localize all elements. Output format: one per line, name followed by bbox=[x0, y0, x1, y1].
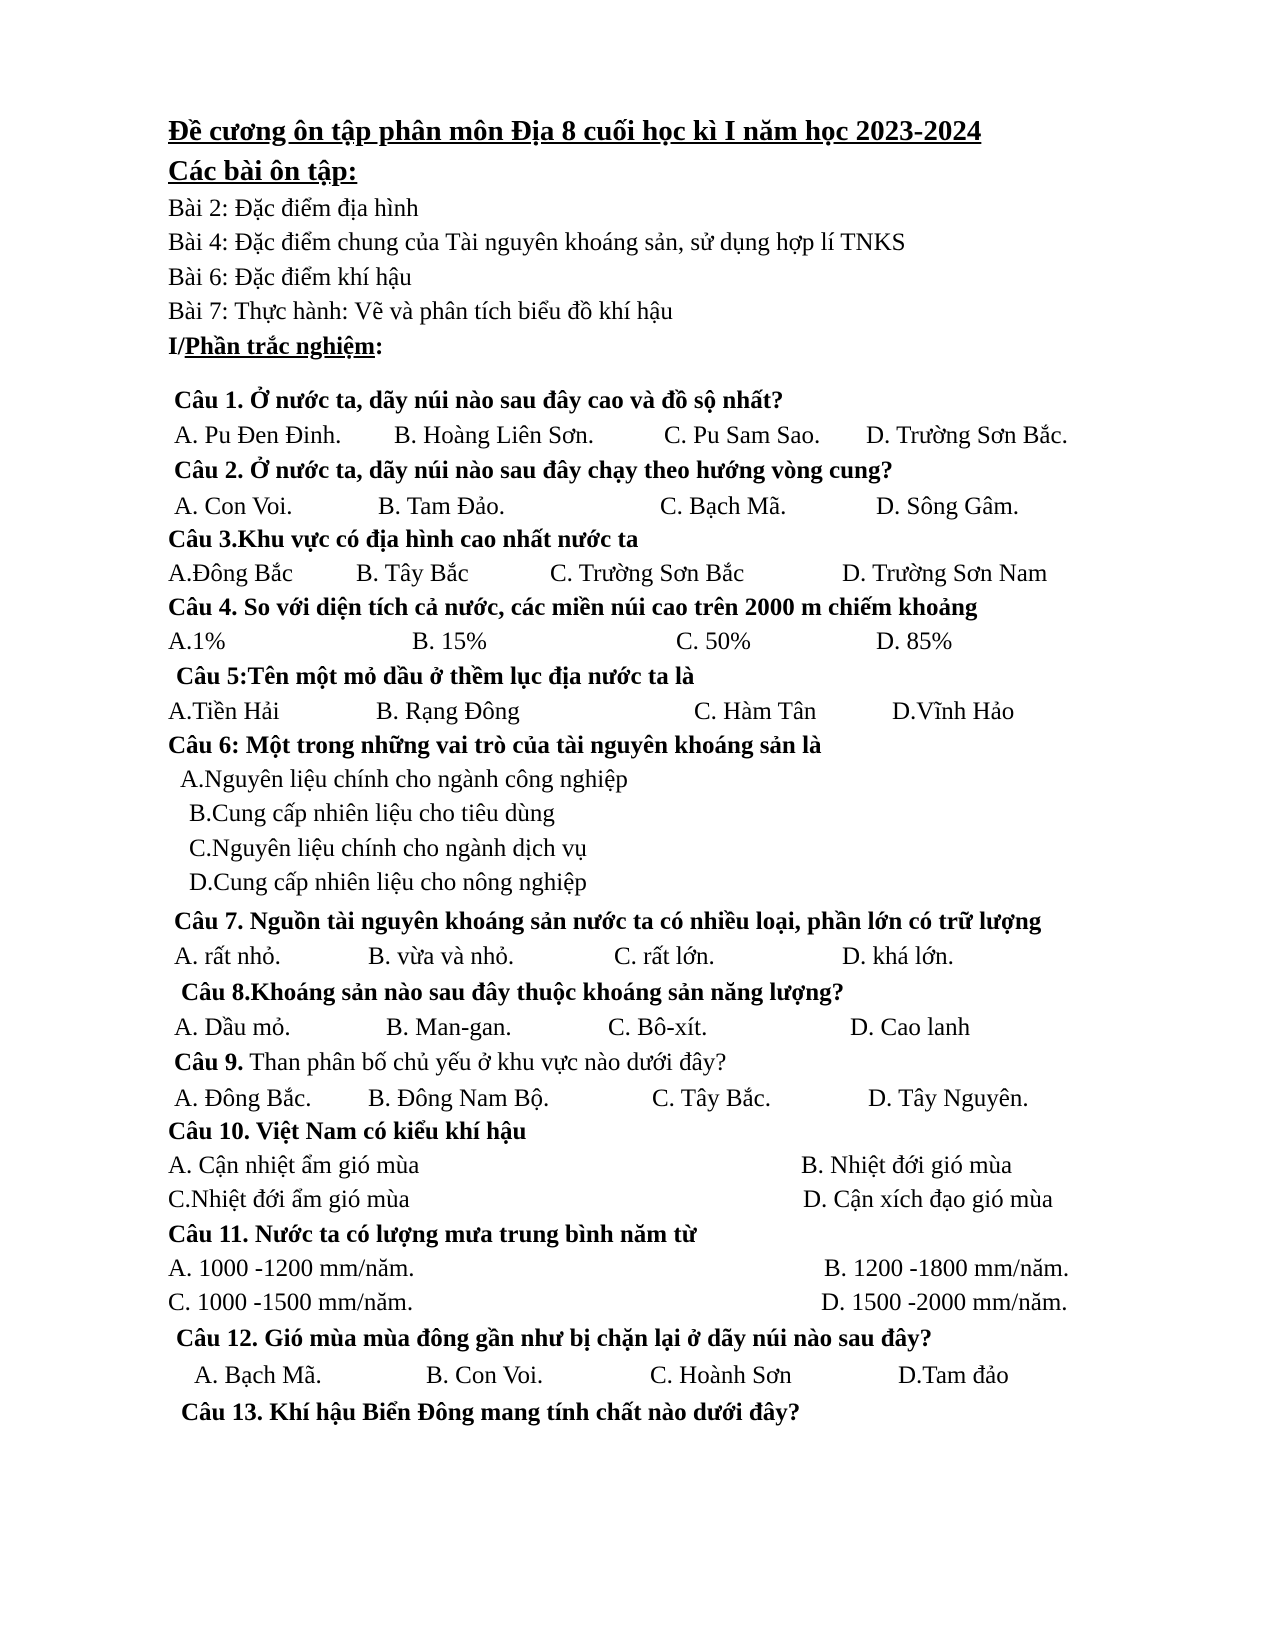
lesson-item: Bài 4: Đặc điểm chung của Tài nguyên khoáng sản, sử dụng hợp lí TNKS bbox=[168, 229, 906, 256]
lesson-item: Bài 7: Thực hành: Vẽ và phân tích biểu đồ khí hậu bbox=[168, 298, 673, 325]
question-5: Câu 5:Tên một mỏ dầu ở thềm lục địa nước ta là bbox=[176, 663, 695, 690]
q8-option-b: B. Man-gan. bbox=[386, 1014, 512, 1041]
q11-option-d: D. 1500 -2000 mm/năm. bbox=[821, 1289, 1068, 1316]
q9-option-b: B. Đông Nam Bộ. bbox=[368, 1085, 550, 1112]
q1-option-b: B. Hoàng Liên Sơn. bbox=[394, 422, 595, 449]
q10-option-b: B. Nhiệt đới gió mùa bbox=[801, 1152, 1013, 1179]
section-label: Phần trắc nghiệm bbox=[184, 333, 375, 360]
question-1: Câu 1. Ở nước ta, dãy núi nào sau đây cao và đồ sộ nhất? bbox=[174, 387, 784, 414]
q4-option-b: B. 15% bbox=[412, 628, 487, 655]
q1-option-a: A. Pu Đen Đinh. bbox=[174, 422, 342, 449]
q4-option-a: A.1% bbox=[168, 628, 226, 655]
question-3: Câu 3.Khu vực có địa hình cao nhất nước ta bbox=[168, 526, 639, 553]
q8-option-a: A. Dầu mỏ. bbox=[174, 1014, 291, 1041]
q11-option-c: C. 1000 -1500 mm/năm. bbox=[168, 1289, 414, 1316]
q7-option-c: C. rất lớn. bbox=[614, 943, 715, 970]
question-13: Câu 13. Khí hậu Biển Đông mang tính chất nào dưới đây? bbox=[181, 1399, 801, 1426]
q9-option-d: D. Tây Nguyên. bbox=[868, 1085, 1029, 1112]
q12-option-c: C. Hoành Sơn bbox=[650, 1362, 792, 1389]
question-9-number: Câu 9. bbox=[174, 1049, 244, 1076]
q6-option-b: B.Cung cấp nhiên liệu cho tiêu dùng bbox=[189, 800, 555, 827]
question-10: Câu 10. Việt Nam có kiểu khí hậu bbox=[168, 1118, 527, 1145]
question-9-text: Than phân bố chủ yếu ở khu vực nào dưới đây? bbox=[243, 1049, 727, 1076]
q9-option-c: C. Tây Bắc. bbox=[652, 1085, 771, 1112]
page-title: Đề cương ôn tập phân môn Địa 8 cuối học kì I năm học 2023-2024 bbox=[168, 115, 982, 147]
q10-option-a: A. Cận nhiệt ẩm gió mùa bbox=[168, 1152, 420, 1179]
q3-option-b: B. Tây Bắc bbox=[356, 560, 469, 587]
q5-option-b: B. Rạng Đông bbox=[376, 698, 520, 725]
q3-option-a: A.Đông Bắc bbox=[168, 560, 293, 587]
q8-option-c: C. Bô-xít. bbox=[608, 1014, 708, 1041]
q2-option-c: C. Bạch Mã. bbox=[660, 493, 787, 520]
question-12: Câu 12. Gió mùa mùa đông gần như bị chặn lại ở dãy núi nào sau đây? bbox=[176, 1325, 933, 1352]
q5-option-d: D.Vĩnh Hảo bbox=[892, 698, 1015, 725]
q6-option-c: C.Nguyên liệu chính cho ngành dịch vụ bbox=[189, 835, 587, 862]
section-suffix: : bbox=[374, 333, 384, 360]
q1-option-c: C. Pu Sam Sao. bbox=[664, 422, 821, 449]
q12-option-b: B. Con Voi. bbox=[426, 1362, 544, 1389]
lessons-heading: Các bài ôn tập: bbox=[168, 155, 358, 187]
question-2: Câu 2. Ở nước ta, dãy núi nào sau đây chạy theo hướng vòng cung? bbox=[174, 457, 893, 484]
question-9 bbox=[174, 1048, 726, 1078]
question-7: Câu 7. Nguồn tài nguyên khoáng sản nước ta có nhiều loại, phần lớn có trữ lượng bbox=[174, 908, 1042, 935]
q8-option-d: D. Cao lanh bbox=[850, 1014, 971, 1041]
q10-option-d: D. Cận xích đạo gió mùa bbox=[803, 1186, 1053, 1213]
q7-option-b: B. vừa và nhỏ. bbox=[368, 943, 515, 970]
q12-option-d: D.Tam đảo bbox=[898, 1362, 1009, 1389]
question-4: Câu 4. So với diện tích cả nước, các miền núi cao trên 2000 m chiếm khoảng bbox=[168, 594, 978, 621]
q11-option-b: B. 1200 -1800 mm/năm. bbox=[824, 1255, 1070, 1282]
lesson-item: Bài 2: Đặc điểm địa hình bbox=[168, 195, 419, 222]
q10-option-c: C.Nhiệt đới ẩm gió mùa bbox=[168, 1186, 410, 1213]
q4-option-d: D. 85% bbox=[876, 628, 953, 655]
q11-option-a: A. 1000 -1200 mm/năm. bbox=[168, 1255, 415, 1282]
q5-option-c: C. Hàm Tân bbox=[694, 698, 817, 725]
section-heading bbox=[168, 332, 383, 362]
q12-option-a: A. Bạch Mã. bbox=[194, 1362, 322, 1389]
q6-option-a: A.Nguyên liệu chính cho ngành công nghiệp bbox=[180, 766, 628, 793]
lesson-item: Bài 6: Đặc điểm khí hậu bbox=[168, 264, 412, 291]
question-6: Câu 6: Một trong những vai trò của tài nguyên khoáng sản là bbox=[168, 732, 822, 759]
q9-option-a: A. Đông Bắc. bbox=[174, 1085, 312, 1112]
q1-option-d: D. Trường Sơn Bắc. bbox=[866, 422, 1068, 449]
q2-option-a: A. Con Voi. bbox=[174, 493, 293, 520]
question-11: Câu 11. Nước ta có lượng mưa trung bình năm từ bbox=[168, 1221, 697, 1248]
q6-option-d: D.Cung cấp nhiên liệu cho nông nghiệp bbox=[189, 869, 587, 896]
q3-option-c: C. Trường Sơn Bắc bbox=[550, 560, 745, 587]
q5-option-a: A.Tiền Hải bbox=[168, 698, 280, 725]
question-8: Câu 8.Khoáng sản nào sau đây thuộc khoáng sản năng lượng? bbox=[181, 979, 845, 1006]
q7-option-d: D. khá lớn. bbox=[842, 943, 954, 970]
q7-option-a: A. rất nhỏ. bbox=[174, 943, 281, 970]
q2-option-d: D. Sông Gâm. bbox=[876, 493, 1020, 520]
q3-option-d: D. Trường Sơn Nam bbox=[842, 560, 1048, 587]
q2-option-b: B. Tam Đảo. bbox=[378, 493, 505, 520]
q4-option-c: C. 50% bbox=[676, 628, 751, 655]
section-prefix: I/ bbox=[168, 333, 185, 360]
